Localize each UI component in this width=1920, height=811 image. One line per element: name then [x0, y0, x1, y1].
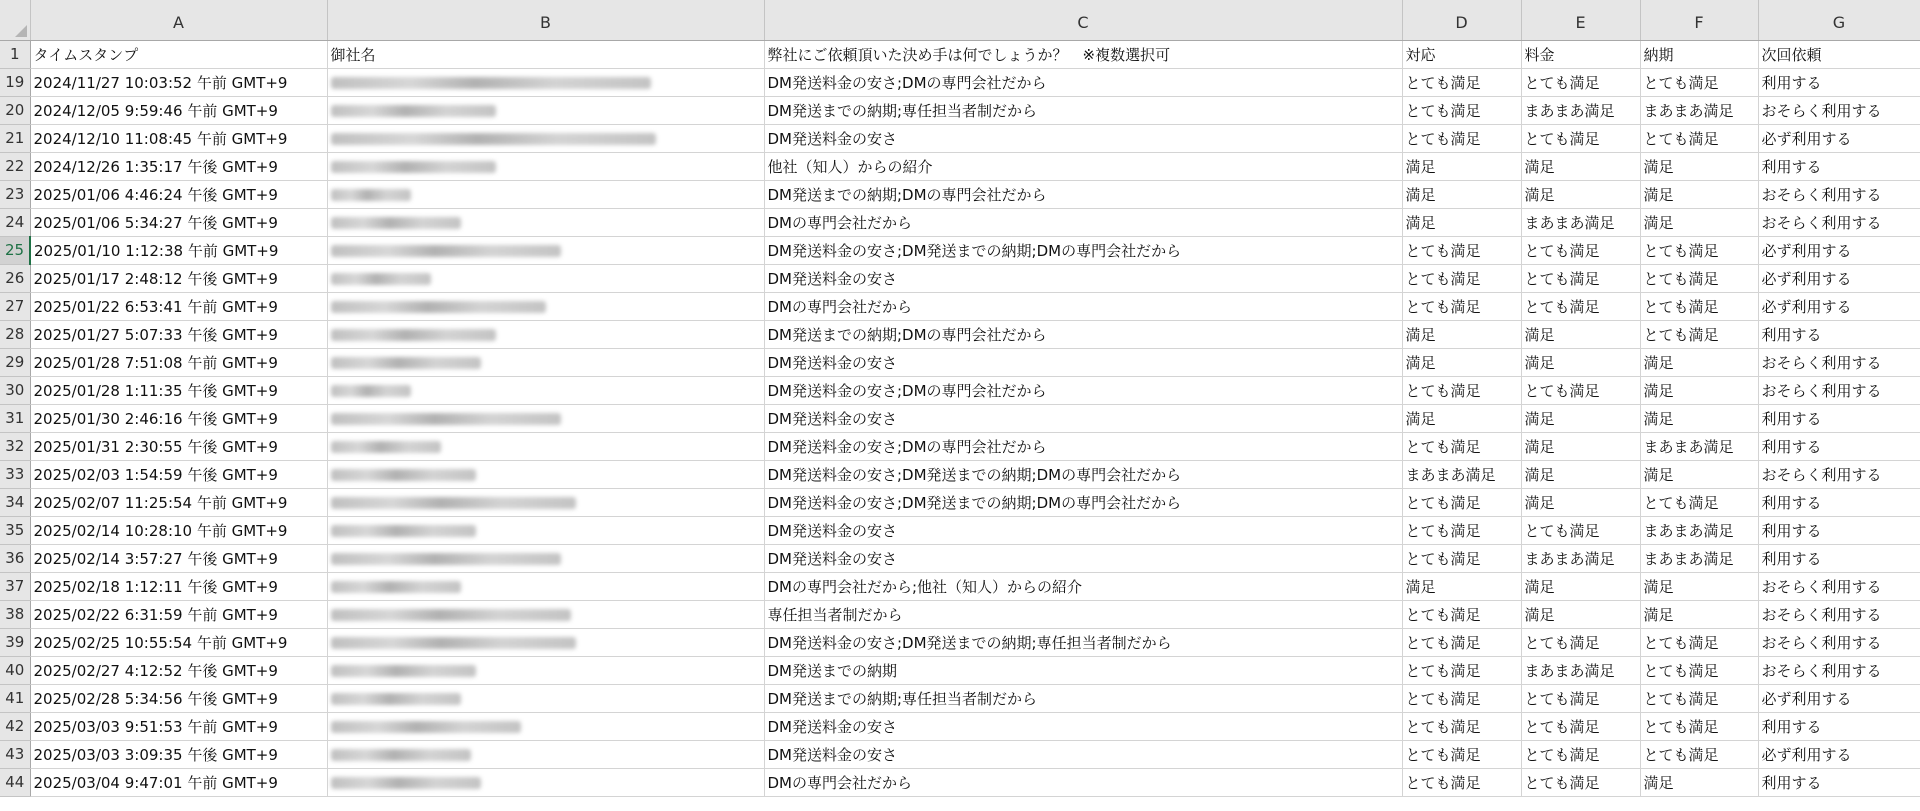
cell-reason[interactable]: 専任担当者制だから [764, 600, 1402, 628]
cell-next-request[interactable]: おそらく利用する [1758, 348, 1920, 376]
cell-next-request[interactable]: おそらく利用する [1758, 460, 1920, 488]
redacted-company-name [331, 609, 571, 621]
cell-price-rating[interactable]: とても満足 [1521, 684, 1640, 712]
row-number[interactable]: 25 [0, 236, 30, 264]
cell-delivery-rating[interactable]: とても満足 [1640, 124, 1758, 152]
redacted-company-name [331, 301, 546, 313]
cell-timestamp[interactable]: 2025/01/28 1:11:35 午後 GMT+9 [30, 376, 327, 404]
cell-price-rating[interactable]: まあまあ満足 [1521, 656, 1640, 684]
cell-service-rating[interactable]: 満足 [1402, 180, 1521, 208]
cell-delivery-rating[interactable]: 満足 [1640, 460, 1758, 488]
cell-timestamp[interactable]: 2025/01/06 4:46:24 午後 GMT+9 [30, 180, 327, 208]
cell-service-rating[interactable]: まあまあ満足 [1402, 460, 1521, 488]
redacted-company-name [331, 581, 461, 593]
redacted-company-name [331, 693, 461, 705]
row-number[interactable]: 41 [0, 684, 30, 712]
cell-timestamp[interactable]: 2025/02/03 1:54:59 午後 GMT+9 [30, 460, 327, 488]
column-header-g[interactable]: G [1758, 0, 1920, 40]
row-number[interactable]: 23 [0, 180, 30, 208]
cell-timestamp[interactable]: 2025/02/28 5:34:56 午後 GMT+9 [30, 684, 327, 712]
cell-price-rating[interactable]: とても満足 [1521, 628, 1640, 656]
table-row [0, 768, 1920, 796]
cell-service-rating[interactable]: とても満足 [1402, 600, 1521, 628]
cell-service-rating[interactable]: とても満足 [1402, 712, 1521, 740]
select-all-corner[interactable] [0, 0, 30, 40]
cell-reason[interactable]: DMの専門会社だから;他社（知人）からの紹介 [764, 572, 1402, 600]
cell-reason[interactable]: DMの専門会社だから [764, 292, 1402, 320]
cell-service-rating[interactable]: とても満足 [1402, 768, 1521, 796]
cell-next-request[interactable]: 利用する [1758, 432, 1920, 460]
cell-company-redacted[interactable] [327, 488, 764, 516]
cell-delivery-rating[interactable]: とても満足 [1640, 292, 1758, 320]
cell-next-request[interactable]: 必ず利用する [1758, 684, 1920, 712]
table-row [0, 544, 1920, 572]
table-row [0, 488, 1920, 516]
cell-delivery-rating[interactable]: 満足 [1640, 768, 1758, 796]
table-row [0, 152, 1920, 180]
cell-delivery-rating[interactable]: とても満足 [1640, 628, 1758, 656]
cell-next-request[interactable]: おそらく利用する [1758, 96, 1920, 124]
cell-timestamp[interactable]: 2025/02/22 6:31:59 午前 GMT+9 [30, 600, 327, 628]
cell-next-request[interactable]: 利用する [1758, 404, 1920, 432]
table-row [0, 684, 1920, 712]
cell-delivery-rating[interactable]: とても満足 [1640, 656, 1758, 684]
cell-company-redacted[interactable] [327, 656, 764, 684]
cell-price-rating[interactable]: 満足 [1521, 404, 1640, 432]
cell-company-redacted[interactable] [327, 236, 764, 264]
cell-next-request[interactable]: 必ず利用する [1758, 124, 1920, 152]
cell-reason[interactable]: DM発送までの納期 [764, 656, 1402, 684]
cell-company-redacted[interactable] [327, 152, 764, 180]
cell-company-redacted[interactable] [327, 740, 764, 768]
row-number[interactable]: 42 [0, 712, 30, 740]
row-number[interactable]: 44 [0, 768, 30, 796]
cell-price-rating[interactable]: 満足 [1521, 152, 1640, 180]
cell-company-redacted[interactable] [327, 404, 764, 432]
cell-reason[interactable]: DM発送料金の安さ [764, 740, 1402, 768]
cell-company-redacted[interactable] [327, 68, 764, 96]
column-header-f[interactable]: F [1640, 0, 1758, 40]
cell-price-rating[interactable]: 満足 [1521, 320, 1640, 348]
cell-service-rating[interactable]: とても満足 [1402, 432, 1521, 460]
cell-company-redacted[interactable] [327, 572, 764, 600]
cell-next-request[interactable]: 必ず利用する [1758, 292, 1920, 320]
table-row [0, 68, 1920, 96]
cell-timestamp[interactable]: 2025/01/27 5:07:33 午後 GMT+9 [30, 320, 327, 348]
cell-next-request[interactable]: 必ず利用する [1758, 740, 1920, 768]
row-number[interactable]: 37 [0, 572, 30, 600]
cell-delivery-rating[interactable]: 満足 [1640, 348, 1758, 376]
cell-reason[interactable]: DM発送料金の安さ;DMの専門会社だから [764, 432, 1402, 460]
cell-header-service[interactable]: 対応 [1402, 40, 1521, 68]
cell-next-request[interactable]: 利用する [1758, 768, 1920, 796]
cell-next-request[interactable]: おそらく利用する [1758, 600, 1920, 628]
cell-delivery-rating[interactable]: まあまあ満足 [1640, 432, 1758, 460]
cell-delivery-rating[interactable]: とても満足 [1640, 236, 1758, 264]
table-row [0, 600, 1920, 628]
table-header-row [0, 40, 1920, 68]
cell-next-request[interactable]: おそらく利用する [1758, 572, 1920, 600]
cell-company-redacted[interactable] [327, 432, 764, 460]
cell-company-redacted[interactable] [327, 320, 764, 348]
cell-delivery-rating[interactable]: まあまあ満足 [1640, 544, 1758, 572]
cell-delivery-rating[interactable]: とても満足 [1640, 684, 1758, 712]
cell-company-redacted[interactable] [327, 712, 764, 740]
cell-price-rating[interactable]: 満足 [1521, 488, 1640, 516]
cell-service-rating[interactable]: とても満足 [1402, 628, 1521, 656]
row-number[interactable]: 39 [0, 628, 30, 656]
cell-delivery-rating[interactable]: 満足 [1640, 152, 1758, 180]
row-number[interactable]: 43 [0, 740, 30, 768]
table-row [0, 124, 1920, 152]
row-number[interactable]: 19 [0, 68, 30, 96]
table-row [0, 236, 1920, 264]
cell-price-rating[interactable]: まあまあ満足 [1521, 544, 1640, 572]
redacted-company-name [331, 77, 651, 89]
cell-delivery-rating[interactable]: とても満足 [1640, 320, 1758, 348]
cell-service-rating[interactable]: とても満足 [1402, 684, 1521, 712]
cell-service-rating[interactable]: 満足 [1402, 208, 1521, 236]
cell-delivery-rating[interactable]: 満足 [1640, 180, 1758, 208]
cell-service-rating[interactable]: とても満足 [1402, 124, 1521, 152]
cell-service-rating[interactable]: 満足 [1402, 152, 1521, 180]
cell-timestamp[interactable]: 2025/01/06 5:34:27 午後 GMT+9 [30, 208, 327, 236]
cell-timestamp[interactable]: 2025/02/25 10:55:54 午前 GMT+9 [30, 628, 327, 656]
cell-timestamp[interactable]: 2025/02/14 3:57:27 午後 GMT+9 [30, 544, 327, 572]
row-number[interactable]: 28 [0, 320, 30, 348]
cell-service-rating[interactable]: 満足 [1402, 572, 1521, 600]
column-header-e[interactable]: E [1521, 0, 1640, 40]
cell-service-rating[interactable]: とても満足 [1402, 376, 1521, 404]
row-number[interactable]: 33 [0, 460, 30, 488]
cell-company-redacted[interactable] [327, 292, 764, 320]
row-number[interactable]: 40 [0, 656, 30, 684]
cell-service-rating[interactable]: とても満足 [1402, 96, 1521, 124]
cell-delivery-rating[interactable]: 満足 [1640, 404, 1758, 432]
cell-service-rating[interactable]: とても満足 [1402, 264, 1521, 292]
cell-reason[interactable]: DM発送料金の安さ;DMの専門会社だから [764, 376, 1402, 404]
cell-timestamp[interactable]: 2025/01/30 2:46:16 午後 GMT+9 [30, 404, 327, 432]
cell-header-timestamp[interactable]: タイムスタンプ [30, 40, 327, 68]
table-row [0, 96, 1920, 124]
redacted-company-name [331, 245, 561, 257]
cell-company-redacted[interactable] [327, 516, 764, 544]
cell-service-rating[interactable]: とても満足 [1402, 544, 1521, 572]
redacted-company-name [331, 637, 576, 649]
cell-delivery-rating[interactable]: とても満足 [1640, 740, 1758, 768]
cell-service-rating[interactable]: とても満足 [1402, 516, 1521, 544]
cell-next-request[interactable]: おそらく利用する [1758, 180, 1920, 208]
row-number[interactable]: 38 [0, 600, 30, 628]
cell-price-rating[interactable]: とても満足 [1521, 124, 1640, 152]
cell-company-redacted[interactable] [327, 348, 764, 376]
table-row [0, 712, 1920, 740]
cell-header-next-request[interactable]: 次回依頼 [1758, 40, 1920, 68]
row-number[interactable]: 21 [0, 124, 30, 152]
cell-company-redacted[interactable] [327, 208, 764, 236]
cell-timestamp[interactable]: 2025/03/04 9:47:01 午前 GMT+9 [30, 768, 327, 796]
row-number[interactable]: 20 [0, 96, 30, 124]
cell-header-company[interactable]: 御社名 [327, 40, 764, 68]
cell-next-request[interactable]: 利用する [1758, 320, 1920, 348]
cell-price-rating[interactable]: まあまあ満足 [1521, 208, 1640, 236]
cell-price-rating[interactable]: 満足 [1521, 600, 1640, 628]
row-number[interactable]: 34 [0, 488, 30, 516]
row-number[interactable]: 27 [0, 292, 30, 320]
cell-company-redacted[interactable] [327, 376, 764, 404]
cell-next-request[interactable]: 必ず利用する [1758, 236, 1920, 264]
grid-body [0, 40, 1920, 796]
cell-timestamp[interactable]: 2025/01/17 2:48:12 午後 GMT+9 [30, 264, 327, 292]
cell-timestamp[interactable]: 2025/02/18 1:12:11 午後 GMT+9 [30, 572, 327, 600]
cell-timestamp[interactable]: 2024/12/05 9:59:46 午前 GMT+9 [30, 96, 327, 124]
cell-company-redacted[interactable] [327, 180, 764, 208]
cell-reason[interactable]: DM発送料金の安さ;DM発送までの納期;DMの専門会社だから [764, 236, 1402, 264]
row-number[interactable]: 35 [0, 516, 30, 544]
cell-company-redacted[interactable] [327, 544, 764, 572]
cell-service-rating[interactable]: とても満足 [1402, 292, 1521, 320]
table-row [0, 320, 1920, 348]
cell-price-rating[interactable]: とても満足 [1521, 516, 1640, 544]
cell-next-request[interactable]: 利用する [1758, 712, 1920, 740]
redacted-company-name [331, 385, 411, 397]
redacted-company-name [331, 189, 411, 201]
redacted-company-name [331, 133, 656, 145]
table-row [0, 264, 1920, 292]
cell-next-request[interactable]: 利用する [1758, 152, 1920, 180]
cell-price-rating[interactable]: とても満足 [1521, 712, 1640, 740]
table-row [0, 376, 1920, 404]
cell-timestamp[interactable]: 2025/02/14 10:28:10 午前 GMT+9 [30, 516, 327, 544]
cell-reason[interactable]: DM発送料金の安さ [764, 348, 1402, 376]
cell-header-delivery[interactable]: 納期 [1640, 40, 1758, 68]
cell-timestamp[interactable]: 2025/02/07 11:25:54 午前 GMT+9 [30, 488, 327, 516]
cell-timestamp[interactable]: 2025/01/22 6:53:41 午前 GMT+9 [30, 292, 327, 320]
cell-timestamp[interactable]: 2025/03/03 3:09:35 午後 GMT+9 [30, 740, 327, 768]
redacted-company-name [331, 497, 576, 509]
cell-delivery-rating[interactable]: 満足 [1640, 376, 1758, 404]
redacted-company-name [331, 273, 431, 285]
cell-company-redacted[interactable] [327, 600, 764, 628]
cell-service-rating[interactable]: とても満足 [1402, 656, 1521, 684]
cell-price-rating[interactable]: とても満足 [1521, 68, 1640, 96]
redacted-company-name [331, 357, 481, 369]
cell-timestamp[interactable]: 2025/01/28 7:51:08 午前 GMT+9 [30, 348, 327, 376]
redacted-company-name [331, 161, 496, 173]
redacted-company-name [331, 217, 461, 229]
cell-company-redacted[interactable] [327, 124, 764, 152]
cell-reason[interactable]: DM発送までの納期;DMの専門会社だから [764, 180, 1402, 208]
cell-timestamp[interactable]: 2025/02/27 4:12:52 午後 GMT+9 [30, 656, 327, 684]
cell-service-rating[interactable]: とても満足 [1402, 488, 1521, 516]
cell-reason[interactable]: DM発送料金の安さ [764, 264, 1402, 292]
cell-reason[interactable]: DM発送料金の安さ;DM発送までの納期;専任担当者制だから [764, 628, 1402, 656]
redacted-company-name [331, 105, 496, 117]
column-header-d[interactable]: D [1402, 0, 1521, 40]
cell-price-rating[interactable]: 満足 [1521, 180, 1640, 208]
cell-next-request[interactable]: おそらく利用する [1758, 208, 1920, 236]
cell-reason[interactable]: DM発送までの納期;専任担当者制だから [764, 96, 1402, 124]
column-header-row [0, 0, 1920, 40]
cell-next-request[interactable]: 利用する [1758, 488, 1920, 516]
redacted-company-name [331, 329, 496, 341]
column-header-c[interactable]: C [764, 0, 1402, 40]
cell-timestamp[interactable]: 2024/12/26 1:35:17 午後 GMT+9 [30, 152, 327, 180]
cell-price-rating[interactable]: 満足 [1521, 348, 1640, 376]
cell-reason[interactable]: DM発送料金の安さ [764, 404, 1402, 432]
cell-delivery-rating[interactable]: 満足 [1640, 208, 1758, 236]
cell-price-rating[interactable]: 満足 [1521, 460, 1640, 488]
cell-delivery-rating[interactable]: とても満足 [1640, 712, 1758, 740]
cell-company-redacted[interactable] [327, 768, 764, 796]
redacted-company-name [331, 665, 476, 677]
cell-delivery-rating[interactable]: 満足 [1640, 572, 1758, 600]
table-row [0, 348, 1920, 376]
cell-company-redacted[interactable] [327, 628, 764, 656]
cell-reason[interactable]: DMの専門会社だから [764, 768, 1402, 796]
cell-price-rating[interactable]: とても満足 [1521, 768, 1640, 796]
redacted-company-name [331, 441, 441, 453]
cell-delivery-rating[interactable]: とても満足 [1640, 488, 1758, 516]
cell-timestamp[interactable]: 2025/01/10 1:12:38 午前 GMT+9 [30, 236, 327, 264]
cell-price-rating[interactable]: とても満足 [1521, 376, 1640, 404]
cell-next-request[interactable]: 利用する [1758, 68, 1920, 96]
redacted-company-name [331, 553, 561, 565]
cell-company-redacted[interactable] [327, 96, 764, 124]
cell-company-redacted[interactable] [327, 460, 764, 488]
cell-timestamp[interactable]: 2024/12/10 11:08:45 午前 GMT+9 [30, 124, 327, 152]
cell-service-rating[interactable]: 満足 [1402, 348, 1521, 376]
cell-next-request[interactable]: おそらく利用する [1758, 656, 1920, 684]
cell-reason[interactable]: 他社（知人）からの紹介 [764, 152, 1402, 180]
table-row [0, 404, 1920, 432]
cell-service-rating[interactable]: とても満足 [1402, 236, 1521, 264]
cell-service-rating[interactable]: 満足 [1402, 320, 1521, 348]
cell-timestamp[interactable]: 2025/03/03 9:51:53 午前 GMT+9 [30, 712, 327, 740]
cell-price-rating[interactable]: 満足 [1521, 432, 1640, 460]
cell-price-rating[interactable]: とても満足 [1521, 264, 1640, 292]
cell-price-rating[interactable]: まあまあ満足 [1521, 96, 1640, 124]
row-number[interactable]: 1 [0, 40, 30, 68]
cell-next-request[interactable]: 利用する [1758, 544, 1920, 572]
cell-next-request[interactable]: 必ず利用する [1758, 264, 1920, 292]
cell-delivery-rating[interactable]: まあまあ満足 [1640, 516, 1758, 544]
cell-service-rating[interactable]: とても満足 [1402, 68, 1521, 96]
row-number[interactable]: 29 [0, 348, 30, 376]
table-row [0, 740, 1920, 768]
cell-reason[interactable]: DM発送料金の安さ [764, 544, 1402, 572]
cell-reason[interactable]: DMの専門会社だから [764, 208, 1402, 236]
cell-company-redacted[interactable] [327, 264, 764, 292]
column-header-a[interactable]: A [30, 0, 327, 40]
cell-reason[interactable]: DM発送料金の安さ;DM発送までの納期;DMの専門会社だから [764, 488, 1402, 516]
table-row [0, 180, 1920, 208]
table-row [0, 516, 1920, 544]
row-number[interactable]: 36 [0, 544, 30, 572]
cell-delivery-rating[interactable]: とても満足 [1640, 264, 1758, 292]
redacted-company-name [331, 749, 471, 761]
row-number[interactable]: 26 [0, 264, 30, 292]
cell-reason[interactable]: DM発送料金の安さ [764, 516, 1402, 544]
redacted-company-name [331, 469, 476, 481]
cell-timestamp[interactable]: 2024/11/27 10:03:52 午前 GMT+9 [30, 68, 327, 96]
table-row [0, 432, 1920, 460]
table-row [0, 656, 1920, 684]
cell-timestamp[interactable]: 2025/01/31 2:30:55 午後 GMT+9 [30, 432, 327, 460]
cell-delivery-rating[interactable]: とても満足 [1640, 68, 1758, 96]
row-number[interactable]: 22 [0, 152, 30, 180]
cell-next-request[interactable]: おそらく利用する [1758, 628, 1920, 656]
cell-next-request[interactable]: 利用する [1758, 516, 1920, 544]
column-header-b[interactable]: B [327, 0, 764, 40]
table-row [0, 572, 1920, 600]
cell-reason[interactable]: DM発送までの納期;DMの専門会社だから [764, 320, 1402, 348]
row-number[interactable]: 32 [0, 432, 30, 460]
redacted-company-name [331, 777, 481, 789]
table-row [0, 208, 1920, 236]
redacted-company-name [331, 721, 521, 733]
select-all-triangle-icon [15, 25, 27, 37]
row-number[interactable]: 31 [0, 404, 30, 432]
cell-reason[interactable]: DM発送料金の安さ [764, 712, 1402, 740]
cell-delivery-rating[interactable]: まあまあ満足 [1640, 96, 1758, 124]
cell-header-price[interactable]: 料金 [1521, 40, 1640, 68]
cell-header-reason[interactable]: 弊社にご依頼頂いた決め手は何でしょうか？ ※複数選択可 [764, 40, 1402, 68]
cell-delivery-rating[interactable]: 満足 [1640, 600, 1758, 628]
table-row [0, 460, 1920, 488]
table-row [0, 292, 1920, 320]
cell-reason[interactable]: DM発送までの納期;専任担当者制だから [764, 684, 1402, 712]
row-number[interactable]: 24 [0, 208, 30, 236]
cell-reason[interactable]: DM発送料金の安さ;DMの専門会社だから [764, 68, 1402, 96]
cell-price-rating[interactable]: 満足 [1521, 572, 1640, 600]
redacted-company-name [331, 413, 561, 425]
cell-service-rating[interactable]: とても満足 [1402, 740, 1521, 768]
cell-service-rating[interactable]: 満足 [1402, 404, 1521, 432]
cell-price-rating[interactable]: とても満足 [1521, 740, 1640, 768]
row-number[interactable]: 30 [0, 376, 30, 404]
cell-next-request[interactable]: おそらく利用する [1758, 376, 1920, 404]
cell-company-redacted[interactable] [327, 684, 764, 712]
cell-price-rating[interactable]: とても満足 [1521, 236, 1640, 264]
cell-reason[interactable]: DM発送料金の安さ;DM発送までの納期;DMの専門会社だから [764, 460, 1402, 488]
table-row [0, 628, 1920, 656]
cell-reason[interactable]: DM発送料金の安さ [764, 124, 1402, 152]
cell-price-rating[interactable]: とても満足 [1521, 292, 1640, 320]
redacted-company-name [331, 525, 476, 537]
